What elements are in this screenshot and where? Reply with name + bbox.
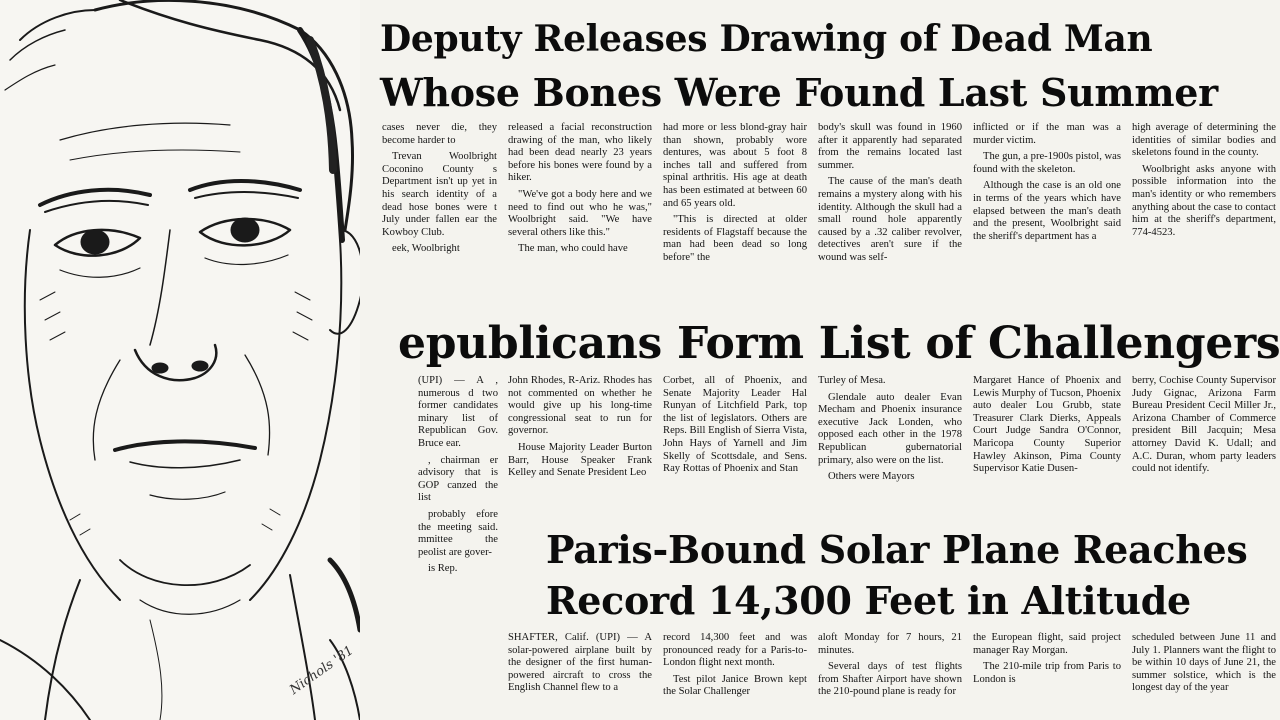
article-1-column-5: inflicted or if the man was a murder victim. The gun, a pre-1900s pistol, was found with the skeleton. Although the case is an old one in terms of the years which have elapsed between the man's death and the present, Woolbright said the sheriff's department has a: [973, 122, 1121, 242]
article-2-column-6: berry, Cochise County Supervisor Judy Gignac, Arizona Farm Bureau President Cecil Miller Jr., Arizona Chamber of Commerce president Bill Jacquin; Mesa attorney David K. Udall; and A.C. Duran, whom party leaders could not identify.: [1132, 375, 1276, 475]
article-2-column-3: Corbet, all of Phoenix, and Senate Majority Leader Hal Runyan of Litchfield Park, top the list of legislators. Others are Reps. Bill English of Sierra Vista, John Hays of Yarnell and Jim Skelly of Scottsdale, and Sens. Ray Rottas of Phoenix and Stan: [663, 375, 807, 475]
article-1-column-1: cases never die, they become harder to Trevan Woolbright Coconino County s Department isn't up yet in his search identity of a dead hose bones were t July under fallen ear the Kowboy Club. eek, Woolbright: [382, 122, 497, 255]
artist-signature: Nichols '81: [287, 643, 357, 698]
article-2-column-5: Margaret Hance of Phoenix and Lewis Murphy of Tucson, Phoenix auto dealer Lou Grubb, state Treasurer Clark Dierks, Appeals Court Judge Sandra O'Connor, Maricopa County Superior Hawley Akinson, Pima County Supervisor Katie Dusen-: [973, 375, 1121, 475]
article-2-column-2: John Rhodes, R-Ariz. Rhodes has not commented on whether he would give up his long-time congressional seat to run for governor. House Majority Leader Burton Barr, House Speaker Frank Kelley and Senate President Leo: [508, 375, 652, 479]
article-1-column-2: released a facial reconstruction drawing of the man, who likely had been dead nearly 23 years before his bones were found by a hiker. "We've got a body here and we need to find out who he was," Woolbright said. "We have several others like this." The man, who could have: [508, 122, 652, 255]
article-3-headline-line-2: Record 14,300 Feet in Altitude: [546, 578, 1191, 623]
article-1-headline-line-2: Whose Bones Were Found Last Summer: [380, 70, 1218, 115]
newspaper-clipping: [360, 0, 1280, 720]
article-1-column-6: high average of determining the identities of similar bodies and skeletons found in the county. Woolbright asks anyone with possible information into the man's identity or who remembers anything about the case to contact him at the sheriff's department, 774-4523.: [1132, 122, 1276, 238]
article-1-column-4: body's skull was found in 1960 after it apparently had separated from the remains located last summer. The cause of the man's death remains a mystery along with his identity. Although the skull had a small round hole apparently caused by a .32 caliber revolver, detectives aren't sure if the wound was self-: [818, 122, 962, 263]
article-3-column-2: record 14,300 feet and was pronounced ready for a Paris-to-London flight next month. Test pilot Janice Brown kept the Solar Challenger: [663, 632, 807, 698]
article-3-headline-line-1: Paris-Bound Solar Plane Reaches: [546, 527, 1248, 572]
article-3-column-3: aloft Monday for 7 hours, 21 minutes. Several days of test flights from Shafter Airport have shown the 210-pound plane is ready for: [818, 632, 962, 698]
article-3-column-1: SHAFTER, Calif. (UPI) — A solar-powered airplane built by the designer of the first human-powered aircraft to cross the English Channel flew to a: [508, 632, 652, 694]
article-2-headline: epublicans Form List of Challengers: [398, 318, 1280, 369]
article-3-column-4: the European flight, said project manager Ray Morgan. The 210-mile trip from Paris to London is: [973, 632, 1121, 685]
article-3-column-5: scheduled between June 11 and July 1. Planners want the flight to be within 10 days of June 21, the summer solstice, which is the longest day of the year: [1132, 632, 1276, 694]
article-1-column-3: had more or less blond-gray hair than shown, probably wore dentures, was about 5 foot 8 inches tall and suffered from spinal arthritis. His age at death has been estimated at between 60 and 65 years old. "This is directed at older residents of Flagstaff because the man had been dead so long before" the: [663, 122, 807, 263]
article-2-column-4: Turley of Mesa. Glendale auto dealer Evan Mecham and Phoenix insurance executive Jack Londen, who opposed each other in the 1978 Republican gubernatorial primary, also were on the list. Others were Mayors: [818, 375, 962, 483]
article-2-column-1: (UPI) — A , numerous d two former candidates minary list of Republican Gov. Bruce ear. , chairman er advisory that is GOP canzed the list probably efore the meeting said. mmittee the peolist are gover- is Rep.: [418, 375, 498, 575]
article-1-headline-line-1: Deputy Releases Drawing of Dead Man: [380, 18, 1153, 60]
